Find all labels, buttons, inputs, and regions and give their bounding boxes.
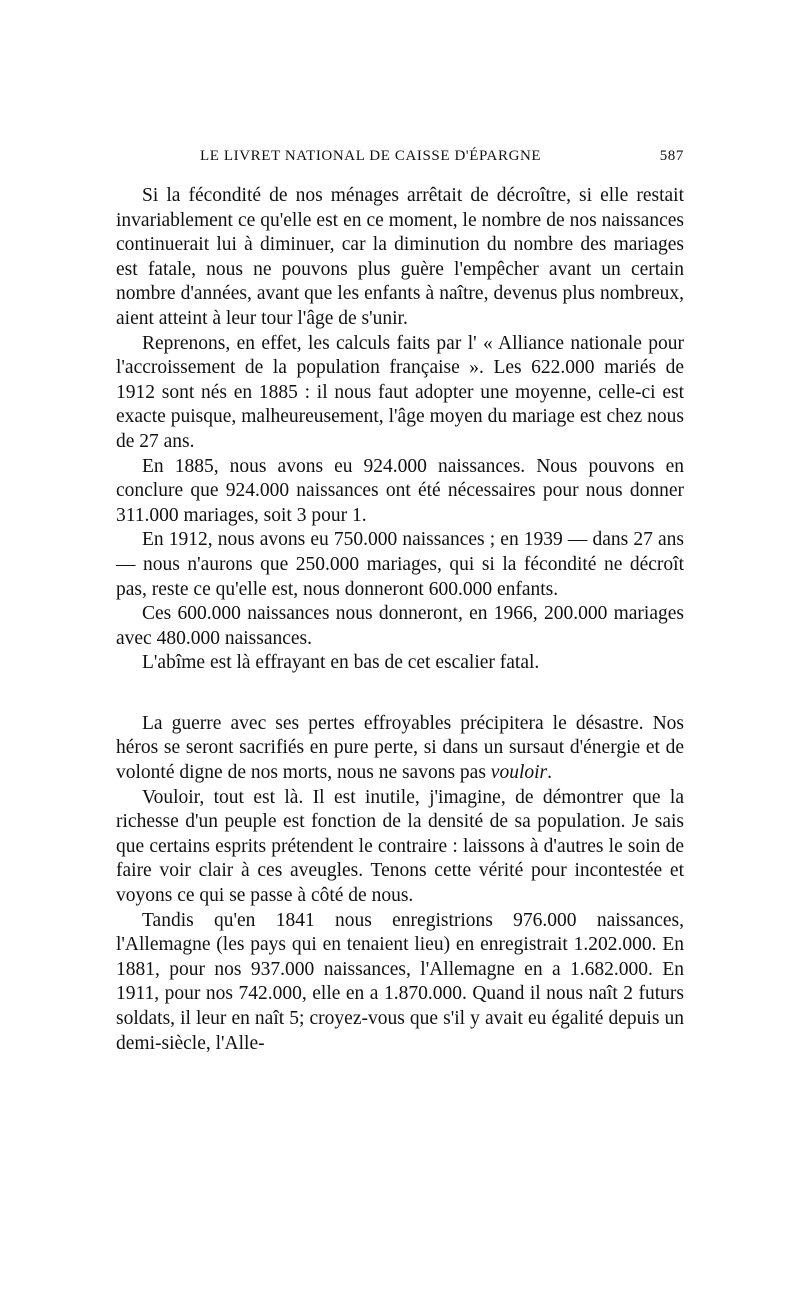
paragraph: Tandis qu'en 1841 nous enregistrions 976.000 naissances, l'Allemagne (les pays qui en tenaient lieu) en enregistrait 1.202.000. En 1881, pour nos 937.000 naissances, l'Allemagne en a 1.682.000. En 1911, pour nos 742.000, elle en a 1.870.000. Quand il nous naît 2 futurs soldats, il leur en naît 5; croyez-vous que s'il y avait eu égalité depuis un demi-siècle, l'Alle- <box>116 909 684 1054</box>
running-header <box>116 140 684 170</box>
running-title: LE LIVRET NATIONAL DE CAISSE D'ÉPARGNE <box>200 148 542 164</box>
paragraph-end: . <box>547 762 553 784</box>
paragraph: Si la fécondité de nos ménages arrêtait de décroître, si elle restait invariablement ce qu'elle est en ce moment, le nombre de nos naissances continuerait lui à diminuer, car la diminution du nombre des mariages est fatale, nous ne pouvons plus guère l'empêcher avant un certain nombre d'années, avant que les enfants à naître, devenus plus nombreux, aient atteint à leur tour l'âge de s'unir. <box>116 185 684 329</box>
paragraph: Vouloir, tout est là. Il est inutile, j'imagine, de démontrer que la richesse d'un peuple est fonction de la densité de sa population. Je sais que certains esprits prétendent le contraire : laissons à d'autres le soin de faire voir clair à ces aveugles. Tenons cette vérité pour incontestée et voyons ce qui se passe à côté de nous. <box>116 786 684 907</box>
book-page <box>116 140 684 1056</box>
paragraph-text: La guerre avec ses pertes effroyables précipitera le désastre. Nos héros se seront sacrifiés en pure perte, si dans un sursaut d'énergie et de volonté digne de nos morts, nous ne savons pas <box>116 712 684 784</box>
paragraph: L'abîme est là effrayant en bas de cet escalier fatal. <box>142 652 540 674</box>
section-break <box>116 676 684 712</box>
emphasized-word: vouloir <box>490 762 548 784</box>
page-number: 587 <box>659 148 684 164</box>
paragraph: Reprenons, en effet, les calculs faits par l' « Alliance nationale pour l'accroissement de la population française ». Les 622.000 mariés de 1912 sont nés en 1885 : il nous faut adopter une moyenne, celle-ci est exacte puisque, malheureusement, l'âge moyen du mariage est chez nous de 27 ans. <box>116 332 684 452</box>
paragraph: En 1912, nous avons eu 750.000 naissances ; en 1939 — dans 27 ans — nous n'aurons que 250.000 mariages, qui si la fécondité ne décroît pas, reste ce qu'elle est, nous donneront 600.000 enfants. <box>116 529 684 600</box>
paragraph: En 1885, nous avons eu 924.000 naissances. Nous pouvons en conclure que 924.000 naissances ont été nécessaires pour nous donner 311.000 mariages, soit 3 pour 1. <box>116 455 684 526</box>
paragraph <box>116 712 684 786</box>
paragraph: Ces 600.000 naissances nous donneront, en 1966, 200.000 mariages avec 480.000 naissances. <box>116 603 684 649</box>
body-text <box>116 184 684 1056</box>
